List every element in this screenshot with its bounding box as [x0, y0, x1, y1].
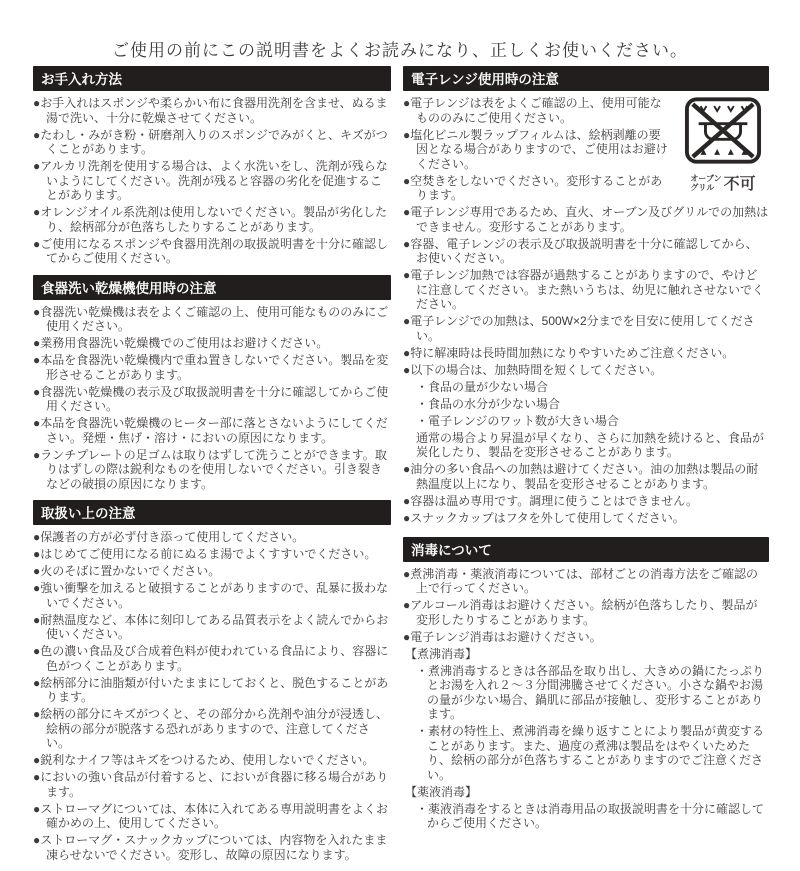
list-item [33, 353, 391, 382]
list-item [33, 128, 391, 157]
list-marker: ・ [416, 379, 429, 394]
list-marker: ● [33, 581, 41, 595]
dishwasher-list [33, 305, 391, 492]
item-text: 食品の量が少ない場合 [428, 379, 549, 394]
list-marker: ● [33, 530, 41, 544]
list-marker: ● [403, 173, 411, 188]
list-item [403, 414, 769, 429]
list-item [33, 416, 391, 445]
list-marker: ● [403, 629, 411, 644]
list-marker: ● [33, 353, 41, 367]
list-marker: ・ [416, 413, 429, 428]
list-marker: ● [403, 462, 411, 476]
list-marker: ● [403, 314, 411, 328]
item-text: 耐熱温度など、本体に刻印してある品質表示をよく読んでからお使いください。 [40, 612, 389, 641]
item-text: 以下の場合は、加熱時間を短くしてください。 [410, 362, 663, 377]
item-text: はじめてご使用になる前にぬるま湯でよくすすいでください。 [40, 547, 377, 561]
list-marker: ● [33, 564, 41, 578]
list-item [33, 770, 391, 799]
list-marker: ・ [416, 801, 429, 816]
list-marker: ● [33, 127, 41, 142]
list-marker: ● [33, 304, 41, 319]
list-item [33, 707, 391, 751]
crossed-grill-icon [684, 96, 762, 165]
right-column [403, 66, 769, 840]
item-text: 薬液消毒をするときは消毒用品の取扱説明書を十分に確認してからご使用ください。 [427, 801, 765, 830]
disinfection-list [403, 567, 769, 831]
oven-word: オーブン [690, 173, 722, 183]
item-text: 容器、電子レンジの表示及び取扱説明書を十分に確認してから、お使いください。 [410, 236, 758, 265]
section-dishwasher [33, 275, 391, 492]
list-item [403, 237, 769, 266]
list-marker: ● [403, 510, 411, 525]
list-item [33, 644, 391, 673]
list-marker: ・ [416, 724, 429, 738]
list-item [403, 431, 769, 460]
list-item [403, 462, 769, 491]
item-text: 容器は温め専用です。調理に使うことはできません。 [410, 493, 699, 508]
item-text: 煮沸消毒するときは各部品を取り出し、大きめの鍋にたっぷりとお湯を入れ２～３分間沸騰させてください。小さな鍋やお湯の量が少ない場合、鍋肌に部品が接触し、変形することがあります。 [427, 663, 765, 721]
care-list [33, 96, 391, 266]
list-item [33, 613, 391, 642]
item-text: 空焚きをしないでください。変形することがあります。 [410, 173, 663, 202]
item-text: 煮沸消毒・薬液消毒については、部材ごとの消毒方法をご確認の上で行ってください。 [410, 566, 759, 595]
list-item [33, 336, 391, 351]
list-marker: ・ [416, 663, 429, 678]
item-text: 強い衝撃を加えると破損することがありますので、乱暴に扱わないでください。 [40, 581, 389, 610]
list-marker: ● [33, 770, 41, 784]
item-text: 火のそばに置かないでください。 [40, 564, 221, 578]
item-text: 食器洗い乾燥機の表示及び取扱説明書を十分に確認してからご使用ください。 [40, 384, 389, 413]
item-text: 素材の特性上、煮沸消毒を繰り返すことにより製品が黄変することがあります。また、過度の煮沸は製品をはやくいためたり、絵柄の部分が色落ちすることがありますのでご注意ください。 [427, 724, 765, 782]
list-marker: ● [33, 336, 41, 350]
list-item [403, 380, 769, 395]
item-text: オレンジオイル系洗剤は使用しないでください。製品が劣化したり、絵柄部分が色落ちしたりすることがあります。 [40, 205, 388, 234]
list-marker: ● [33, 205, 41, 219]
list-marker: ・ [416, 396, 429, 411]
list-item [33, 833, 391, 862]
item-text: 油分の多い食品への加熱は避けてください。油の加熱は製品の耐熱温度以上になり、製品を変形させることがあります。 [410, 462, 759, 491]
list-item [403, 567, 769, 596]
item-text: 電子レンジのワット数が大きい場合 [428, 413, 619, 428]
item-text: 電子レンジ専用であるため、直火、オーブン及びグリルでの加熱はできません。変形することがあります。 [410, 205, 769, 234]
prohibited-word: 不可 [723, 176, 756, 193]
item-text: においの強い食品が付着すると、においが食器に移る場合があります。 [40, 770, 389, 799]
section-header-care: お手入れ方法 [33, 66, 391, 91]
oven-grill-label [677, 171, 769, 194]
list-item [403, 664, 769, 722]
list-item [33, 205, 391, 234]
item-text: ストローマグについては、本体に入れてある専用説明書をよくお確かめの上、使用してください。 [40, 801, 389, 830]
grill-word: グリル [690, 182, 715, 192]
list-marker: ● [403, 268, 411, 282]
item-text: 鋭利なナイフ等はキズをつけるため、使用しないでください。 [40, 753, 375, 767]
list-item [403, 647, 769, 662]
list-item [403, 268, 769, 312]
oven-grill-words [690, 174, 721, 192]
section-handling [33, 500, 391, 862]
list-item [403, 494, 769, 509]
list-marker: ● [403, 236, 411, 251]
list-marker: ● [403, 345, 411, 360]
list-item [403, 205, 769, 234]
section-microwave [403, 66, 769, 528]
section-header-handling: 取扱い上の注意 [33, 500, 391, 525]
item-text: アルカリ洗剤を使用する場合は、よく水洗いをし、洗剤が残らないようにしてください。洗剤が残ると容器の劣化を促進することがあります。 [40, 159, 388, 202]
list-marker: ● [33, 801, 41, 816]
list-item [403, 785, 769, 800]
list-item [33, 547, 391, 562]
list-marker: ● [33, 384, 41, 399]
list-item [403, 346, 769, 361]
item-text: 電子レンジ加熱では容器が過熱することがありますので、やけどに注意してください。また熱いうちは、幼児に触れさせないでください。 [410, 268, 765, 311]
item-text: 通常の場合より昇温が早くなり、さらに加熱を続けると、食品が炭化したり、製品を変形させることがあります。 [416, 430, 765, 459]
handling-list [33, 530, 391, 862]
oven-grill-prohibited-icon [677, 96, 769, 194]
item-text: 食器洗い乾燥機は表をよくご確認の上、使用可能なもののみにご使用ください。 [40, 304, 389, 333]
item-text: スナックカップはフタを外して使用してください。 [410, 510, 685, 525]
list-marker: ● [33, 612, 41, 627]
list-marker: ● [403, 127, 411, 142]
list-item [403, 363, 769, 378]
list-item [33, 96, 391, 125]
list-marker: ● [403, 205, 411, 219]
list-item [403, 314, 769, 343]
list-marker: ● [403, 362, 411, 377]
list-marker: ● [403, 598, 411, 612]
item-text: ご使用になるスポンジや食器用洗剤の取扱説明書を十分に確認してからご使用ください。 [40, 236, 388, 265]
list-item [33, 305, 391, 334]
item-text: 電子レンジでの加熱は、500W×2分までを目安に使用してください。 [410, 314, 755, 343]
item-text: 本品を食器洗い乾燥機のヒーター部に落とさないようにしてください。発煙・焦げ・溶け・においの原因になります。 [40, 416, 388, 445]
list-item [403, 598, 769, 627]
list-item [403, 802, 769, 831]
item-text: 電子レンジは表をよくご確認の上、使用可能なもののみにご使用ください。 [410, 96, 662, 125]
section-header-dishwasher: 食器洗い乾燥機使用時の注意 [33, 275, 391, 300]
list-item [33, 385, 391, 414]
item-text: 【薬液消毒】 [405, 784, 478, 799]
item-text: アルコール消毒はお避けください。絵柄が色落ちしたり、製品が変形したりすることがあります。 [410, 598, 758, 627]
list-marker: ● [33, 96, 41, 110]
list-item [403, 724, 769, 782]
list-item [33, 448, 391, 492]
item-text: 塩化ビニル製ラップフィルムは、絵柄剥離の要因となる場合がありますので、ご使用はお避けください。 [410, 127, 668, 171]
list-marker: ● [403, 493, 411, 508]
section-care [33, 66, 391, 266]
item-text: 【煮沸消毒】 [405, 646, 478, 661]
list-marker: ● [33, 753, 41, 767]
list-item [33, 564, 391, 579]
list-marker: ● [33, 675, 41, 690]
list-marker: ● [33, 833, 41, 847]
list-marker: ● [33, 547, 41, 561]
microwave-body [403, 96, 769, 528]
list-marker: ● [33, 159, 41, 173]
list-marker: ● [33, 236, 41, 251]
list-marker: ● [33, 447, 41, 462]
list-item [33, 530, 391, 545]
list-marker: ● [33, 707, 41, 721]
section-disinfection [403, 537, 769, 831]
item-text: 絵柄の部分にキズがつくと、その部分から洗剤や油分が浸透し、絵柄の部分が脱落する恐れがありますので、注意してください。 [40, 707, 389, 750]
list-item [403, 397, 769, 412]
list-item [33, 581, 391, 610]
item-text: 保護者の方が必ず付き添って使用してください。 [40, 530, 305, 544]
item-text: 食品の水分が少ない場合 [428, 396, 561, 411]
section-header-microwave: 電子レンジ使用時の注意 [403, 66, 769, 91]
item-text: 特に解凍時は長時間加熱になりやすいためご注意ください。 [410, 345, 735, 360]
page-title: ご使用の前にこの説明書をよくお読みになり、正しくお使いください。 [112, 41, 688, 60]
list-marker: ● [33, 416, 41, 430]
list-item [33, 237, 391, 266]
item-text: 業務用食器洗い乾燥機でのご使用はお避けください。 [40, 336, 329, 350]
item-text: お手入れはスポンジや柔らかい布に食器用洗剤を含ませ、ぬるま湯で洗い、十分に乾燥させてください。 [40, 96, 388, 125]
list-marker: ● [403, 96, 411, 110]
list-item [403, 630, 769, 645]
item-text: ストローマグ・スナックカップについては、内容物を入れたまま凍らせないでください。変形し、故障の原因になります。 [40, 833, 388, 862]
item-text: 本品を食器洗い乾燥機内で重ね置きしないでください。製品を変形させることがあります。 [40, 353, 389, 382]
item-text: たわし・みがき粉・研磨剤入りのスポンジでみがくと、キズがつくことがあります。 [40, 127, 388, 156]
item-text: 電子レンジ消毒はお避けください。 [410, 629, 602, 644]
list-item [33, 159, 391, 203]
list-item [33, 753, 391, 768]
list-marker: ● [33, 644, 41, 658]
list-item [33, 676, 391, 705]
item-text: 色の濃い食品及び合成着色料が使われている食品により、容器に色がつくことがあります。 [40, 644, 389, 673]
section-header-disinfection: 消毒について [403, 537, 769, 562]
item-text: 絵柄部分に油脂類が付いたままにしておくと、脱色することがあります。 [40, 675, 389, 704]
left-column [33, 66, 391, 871]
list-item [33, 802, 391, 831]
item-text: ランチプレートの足ゴムは取りはずして洗うことができます。取りはずしの際は鋭利なものを使用しないでください。引き裂きなどの破損の原因になります。 [40, 447, 387, 491]
list-item [403, 511, 769, 526]
list-marker: ● [403, 566, 411, 581]
